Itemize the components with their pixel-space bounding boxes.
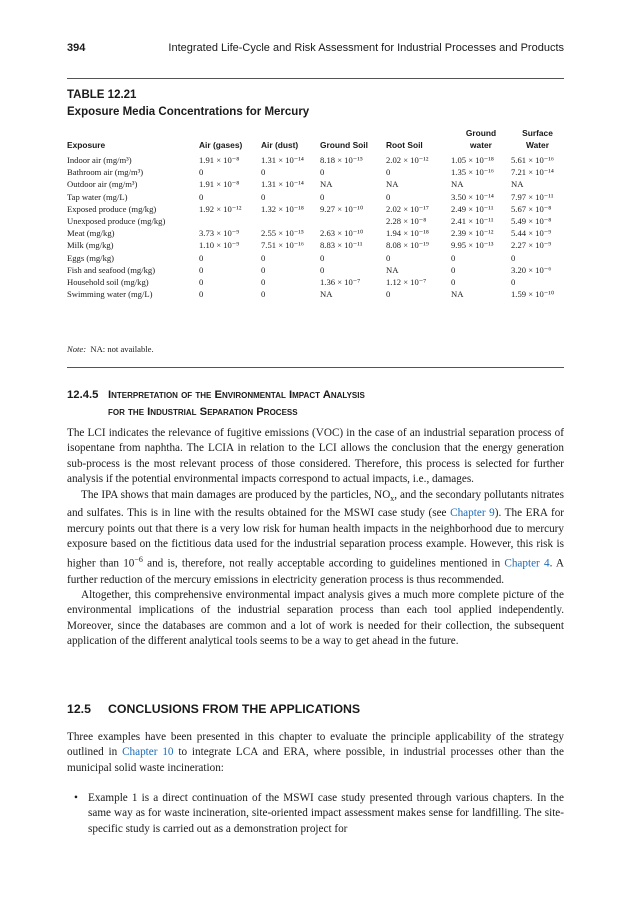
row-label-cell: Milk (mg/kg) <box>67 240 114 251</box>
row-label-cell: Indoor air (mg/m³) <box>67 155 132 165</box>
value-cell: 2.39 × 10⁻¹² <box>451 228 494 239</box>
value-cell: 0 <box>320 252 325 263</box>
value-cell: 9.27 × 10⁻¹⁰ <box>320 203 364 214</box>
value-cell: 1.36 × 10⁻⁷ <box>320 277 361 288</box>
row-label-cell: Bathroom air (mg/m³) <box>67 167 144 178</box>
note-text: NA: not available. <box>90 344 154 354</box>
value-cell: 0 <box>451 252 456 263</box>
paragraph: Three examples have been presented in this chapter to evaluate the principle applicability of the strategy outlined in Chapter 10 to integrate LCA and ERA, where possible, in industrial processes other than the municipal solid waste incineration: <box>67 731 564 774</box>
value-cell <box>261 215 320 227</box>
section-title-line2: for the Industrial Separation Process <box>108 406 298 418</box>
column-header: Exposure <box>67 140 106 150</box>
value-cell: 0 <box>199 277 204 288</box>
table-row <box>67 252 564 264</box>
value-cell: 0 <box>386 191 391 202</box>
value-cell: NA <box>451 289 464 300</box>
value-cell: 7.21 × 10⁻¹⁴ <box>511 167 554 178</box>
value-cell <box>199 215 261 227</box>
value-cell: 0 <box>199 289 204 300</box>
table-row <box>67 239 564 251</box>
column-header: Ground water <box>465 128 497 150</box>
value-cell: 0 <box>199 167 204 178</box>
row-label-cell: Meat (mg/kg) <box>67 228 115 239</box>
value-cell: 2.02 × 10⁻¹² <box>386 155 429 165</box>
column-header: Air (dust) <box>261 140 299 150</box>
paragraph: The IPA shows that main damages are produced by the particles, $NO_x$, and the secondary pollutants nitrates and sulfates. This is in line with the results obtained for the MSWI case study (see Chapter 9). The ERA for mercury points out that there is a very low risk for human health impacts in the neighborhood due to mercury exposure based on the fictitious data used for the industrial separation process example. However, this risk is higher than $10^{-6}$ and is, therefore, not really acceptable according to guidelines mentioned in Chapter 4. A further reduction of the mercury emissions in electricity generation process is thus recommended. <box>67 488 565 586</box>
value-cell: 5.61 × 10⁻¹⁶ <box>511 155 554 165</box>
value-cell: 0 <box>451 264 456 275</box>
table-caption: Exposure Media Concentrations for Mercury <box>67 106 310 118</box>
table-header-row <box>67 127 564 154</box>
value-cell: 2.02 × 10⁻¹⁷ <box>386 203 429 214</box>
value-cell: 5.67 × 10⁻⁸ <box>511 203 552 214</box>
page-number: 394 <box>67 42 86 54</box>
value-cell: 0 <box>511 252 516 263</box>
value-cell: 3.20 × 10⁻⁶ <box>511 264 552 275</box>
value-cell: 1.12 × 10⁻⁷ <box>386 277 427 288</box>
chapter-4-link[interactable]: Chapter 4 <box>504 558 550 571</box>
table-row <box>67 203 564 215</box>
value-cell: 2.28 × 10⁻⁸ <box>386 216 427 227</box>
column-header: Air (gases) <box>199 140 243 150</box>
value-cell: 2.55 × 10⁻¹⁵ <box>261 228 304 239</box>
paragraph: The LCI indicates the relevance of fugitive emissions (VOC) in the case of an industrial separation process of isopentane from naphtha. The LCIA in relation to the LCI allows the conclusion that the energy generation sub-process is the most relevant process of those considered. Therefore, this process is selected for further analysis if the potential environmental impacts correspond to actual impacts, i.e., damages. <box>67 427 564 486</box>
value-cell: 1.10 × 10⁻⁹ <box>199 240 240 251</box>
section-heading-12-4-5 <box>67 387 365 421</box>
table-label: TABLE 12.21 <box>67 89 137 101</box>
value-cell: 0 <box>386 167 391 178</box>
table-row <box>67 276 564 288</box>
table-row <box>67 166 564 178</box>
table-row <box>67 191 564 203</box>
value-cell: 0 <box>199 252 204 263</box>
value-cell: NA <box>511 179 524 190</box>
row-label-cell: Household soil (mg/kg) <box>67 277 149 288</box>
value-cell: 0 <box>511 277 516 288</box>
section-number: 12.5 <box>67 702 91 716</box>
note-label: Note: <box>67 344 87 354</box>
value-cell: 9.95 × 10⁻¹³ <box>451 240 494 251</box>
row-label-cell: Tap water (mg/L) <box>67 191 128 202</box>
running-title: Integrated Life-Cycle and Risk Assessment for Industrial Processes and Products <box>168 42 564 54</box>
table-row <box>67 154 564 166</box>
table-row <box>67 264 564 276</box>
table-row <box>67 215 564 227</box>
value-cell: 0 <box>261 252 266 263</box>
value-cell <box>320 215 386 227</box>
value-cell: 0 <box>320 264 325 275</box>
value-cell: 2.27 × 10⁻⁹ <box>511 240 552 251</box>
row-label-cell: Swimming water (mg/L) <box>67 289 153 300</box>
chapter-9-link[interactable]: Chapter 9 <box>450 507 495 520</box>
value-cell: 0 <box>386 252 391 263</box>
section-12-5-body <box>67 730 564 776</box>
chapter-10-link[interactable]: Chapter 10 <box>122 746 174 759</box>
value-cell: 0 <box>199 191 204 202</box>
value-cell: NA <box>386 179 399 190</box>
value-cell: 2.41 × 10⁻¹¹ <box>451 216 494 227</box>
value-cell: 7.97 × 10⁻¹¹ <box>511 191 554 202</box>
value-cell: 3.50 × 10⁻¹⁴ <box>451 191 494 202</box>
table-row <box>67 178 564 190</box>
table-note <box>67 344 154 354</box>
value-cell: 5.44 × 10⁻⁹ <box>511 228 552 239</box>
value-cell: 1.35 × 10⁻¹⁶ <box>451 167 494 178</box>
value-cell: 1.94 × 10⁻¹⁸ <box>386 228 429 239</box>
value-cell: 5.49 × 10⁻⁸ <box>511 216 552 227</box>
section-number: 12.4.5 <box>67 389 99 401</box>
value-cell: 2.63 × 10⁻¹⁰ <box>320 228 364 239</box>
row-label-cell: Unexposed produce (mg/kg) <box>67 216 166 227</box>
value-cell: 0 <box>261 191 266 202</box>
value-cell: 3.73 × 10⁻⁹ <box>199 228 240 239</box>
section-heading-12-5 <box>67 702 360 716</box>
value-cell: 0 <box>320 191 325 202</box>
table-row <box>67 227 564 239</box>
table-bottom-rule <box>67 367 564 368</box>
value-cell: 1.05 × 10⁻¹⁸ <box>451 155 494 165</box>
header-rule <box>67 78 564 79</box>
value-cell: 1.32 × 10⁻¹⁸ <box>261 203 304 214</box>
value-cell: 8.18 × 10⁻¹⁵ <box>320 155 363 165</box>
value-cell: NA <box>320 179 333 190</box>
value-cell: 1.31 × 10⁻¹⁴ <box>261 179 304 190</box>
bullet-text: Example 1 is a direct continuation of the MSWI case study presented through various chapters. In the same way as for waste incineration, site-oriented impact assessment makes sense for landfilling. The site-specific study is carried out as a demonstration project for <box>88 792 564 835</box>
value-cell: 8.83 × 10⁻¹¹ <box>320 240 363 251</box>
value-cell: NA <box>451 179 464 190</box>
value-cell: 1.31 × 10⁻¹⁴ <box>261 155 304 165</box>
column-header: Surface Water <box>522 128 553 150</box>
running-header <box>67 42 564 58</box>
value-cell: 8.08 × 10⁻¹⁹ <box>386 240 429 251</box>
value-cell: 2.49 × 10⁻¹¹ <box>451 203 494 214</box>
value-cell: 0 <box>261 167 266 178</box>
section-12-4-5-body <box>67 426 564 650</box>
value-cell: 1.92 × 10⁻¹² <box>199 203 242 214</box>
value-cell: 0 <box>451 277 456 288</box>
column-header: Ground Soil <box>320 140 368 150</box>
bullet-icon: • <box>74 792 78 804</box>
value-cell: 7.51 × 10⁻¹⁶ <box>261 240 304 251</box>
value-cell: 1.59 × 10⁻¹⁰ <box>511 289 555 300</box>
row-label-cell: Fish and seafood (mg/kg) <box>67 264 156 275</box>
bullet-item <box>67 791 564 837</box>
mercury-concentration-table <box>67 127 564 300</box>
value-cell: 0 <box>386 289 391 300</box>
table-row <box>67 288 564 300</box>
value-cell: 1.91 × 10⁻⁸ <box>199 179 240 190</box>
section-title-line1: Interpretation of the Environmental Impact Analysis <box>108 389 365 401</box>
value-cell: 0 <box>320 167 325 178</box>
value-cell: 1.91 × 10⁻⁸ <box>199 155 240 165</box>
row-label-cell: Eggs (mg/kg) <box>67 252 115 263</box>
value-cell: 0 <box>261 264 266 275</box>
value-cell: NA <box>320 289 333 300</box>
column-header: Root Soil <box>386 140 423 150</box>
section-title: CONCLUSIONS FROM THE APPLICATIONS <box>108 702 361 716</box>
row-label-cell: Outdoor air (mg/m³) <box>67 179 138 190</box>
value-cell: 0 <box>261 289 266 300</box>
paragraph: Altogether, this comprehensive environmental impact analysis gives a much more complete picture of the environmental implications of the industrial separation process than each tool applied independently. Moreover, since the databases are common and a lot of work is needed for their collection, the subsequent application of the different analytical tools seems to be a way to get ahead in the future. <box>67 589 564 648</box>
value-cell: 0 <box>199 264 204 275</box>
row-label-cell: Exposed produce (mg/kg) <box>67 203 157 214</box>
value-cell: NA <box>386 264 399 275</box>
value-cell: 0 <box>261 277 266 288</box>
